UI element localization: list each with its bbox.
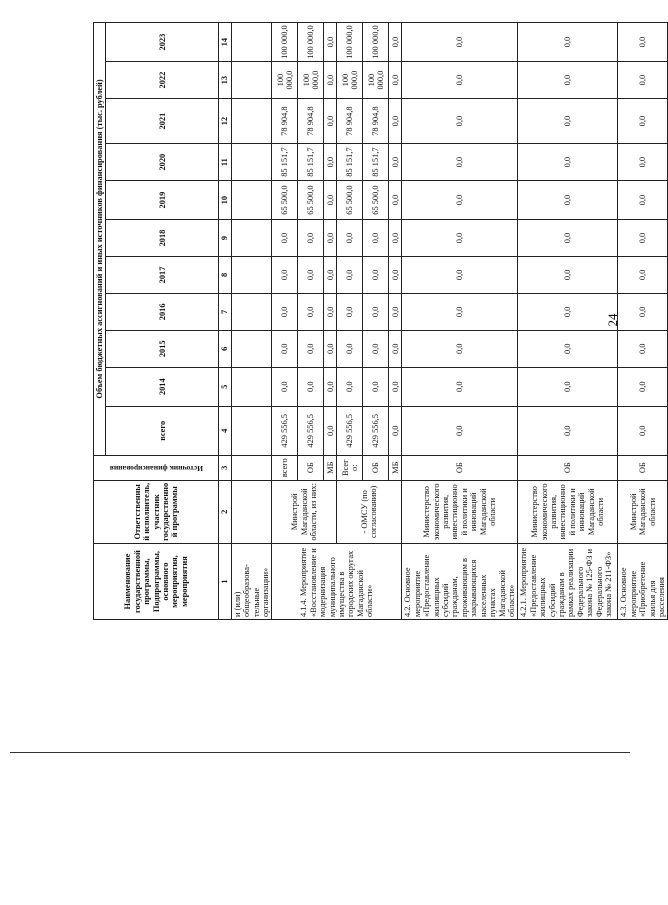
row-title-4-1-4: 4.1.4. Мероприятие «Восстановление и модернизация муниципального имущества в городских округах Магаданской области» — [272, 544, 402, 620]
value-cell: 0,0 — [389, 220, 402, 257]
value-cell: 0,0 — [518, 99, 618, 144]
source-cell: всего — [272, 455, 298, 480]
value-cell: 0,0 — [389, 406, 402, 455]
table-row — [231, 23, 272, 620]
value-cell: 0,0 — [324, 367, 337, 406]
value-cell: 0,0 — [518, 181, 618, 220]
value-cell: 0,0 — [618, 220, 668, 257]
value-cell: 100 000,0 — [298, 23, 324, 62]
rotated-page — [65, 10, 666, 630]
value-cell: 0,0 — [618, 144, 668, 181]
header-col3: Источник финансирования — [109, 463, 203, 473]
value-cell: 0,0 — [402, 181, 518, 220]
col-number: 3 — [219, 455, 231, 480]
col-number: 9 — [219, 220, 231, 257]
value-cell: 0,0 — [324, 62, 337, 99]
value-cell: 100 000,0 — [363, 62, 389, 99]
row-executor: Министерство экономического развития, инвестиционной политики и инноваций Магаданской области — [402, 480, 518, 544]
value-cell: 85 151,7 — [337, 144, 363, 181]
value-cell: 100 000,0 — [337, 23, 363, 62]
value-cell: 0,0 — [518, 220, 618, 257]
value-cell: 0,0 — [518, 406, 618, 455]
value-cell: 0,0 — [402, 293, 518, 330]
table-row — [272, 23, 298, 620]
source-cell: ОБ — [363, 455, 389, 480]
col-number: 1 — [219, 544, 231, 620]
value-cell: 0,0 — [389, 144, 402, 181]
header-year: 2021 — [106, 99, 219, 144]
value-cell: 100 000,0 — [298, 62, 324, 99]
header-year: 2017 — [106, 256, 219, 293]
value-cell: 0,0 — [618, 406, 668, 455]
value-cell: 100 000,0 — [272, 62, 298, 99]
value-cell: 0,0 — [402, 23, 518, 62]
value-cell: 0,0 — [363, 256, 389, 293]
header-col2: Ответственный исполнитель, участник государственной программы — [94, 480, 219, 544]
value-cell: 0,0 — [402, 406, 518, 455]
value-cell: 0,0 — [324, 144, 337, 181]
value-cell: 0,0 — [389, 181, 402, 220]
value-cell: 0,0 — [389, 23, 402, 62]
value-cell: 0,0 — [389, 293, 402, 330]
source-cell: Всего: — [337, 455, 363, 480]
value-cell: 0,0 — [324, 293, 337, 330]
row-title: 4.2.1. Мероприятие «Предоставление жилищных субсидий гражданам в рамках реализации Федерального закона № 125-ФЗ и Федерального закона № 211-ФЗ» — [518, 544, 618, 620]
table-row — [518, 23, 618, 620]
header-year: 2014 — [106, 367, 219, 406]
value-cell: 65 500,0 — [298, 181, 324, 220]
row-title: 4.3. Основное мероприятие «Приобретение жилья для расселения — [618, 544, 668, 620]
value-cell: 0,0 — [337, 256, 363, 293]
value-cell: 0,0 — [518, 144, 618, 181]
value-cell: 0,0 — [337, 367, 363, 406]
value-cell: 65 500,0 — [337, 181, 363, 220]
value-cell: 0,0 — [389, 62, 402, 99]
value-cell: 100 000,0 — [272, 23, 298, 62]
value-cell: 0,0 — [363, 367, 389, 406]
table-row — [402, 23, 518, 620]
value-cell: 429 556,5 — [298, 406, 324, 455]
value-cell: 0,0 — [298, 256, 324, 293]
value-cell: 0,0 — [402, 144, 518, 181]
header-year: 2023 — [106, 23, 219, 62]
financing-table — [93, 22, 668, 620]
col-number: 2 — [219, 480, 231, 544]
value-cell: 0,0 — [389, 330, 402, 367]
value-cell: 429 556,5 — [363, 406, 389, 455]
value-cell: 0,0 — [337, 293, 363, 330]
value-cell: 0,0 — [518, 23, 618, 62]
value-cell: 0,0 — [298, 367, 324, 406]
col-number: 10 — [219, 181, 231, 220]
value-cell: 0,0 — [389, 367, 402, 406]
value-cell: 0,0 — [402, 62, 518, 99]
row-title: 4.2. Основное мероприятие «Предоставление жилищных субсидий гражданам, проживающим в закрывающихся населенных пунктах Магаданской области» — [402, 544, 518, 620]
value-cell: 0,0 — [324, 406, 337, 455]
header-year: 2016 — [106, 293, 219, 330]
value-cell: 100 000,0 — [337, 62, 363, 99]
value-cell: 0,0 — [324, 330, 337, 367]
value-cell: 0,0 — [402, 220, 518, 257]
header-year: 2022 — [106, 62, 219, 99]
header-year: 2018 — [106, 220, 219, 257]
col-number: 6 — [219, 330, 231, 367]
value-cell: 0,0 — [337, 220, 363, 257]
header-year: 2019 — [106, 181, 219, 220]
col-number: 13 — [219, 62, 231, 99]
value-cell: 0,0 — [518, 256, 618, 293]
value-cell: 0,0 — [298, 220, 324, 257]
header-year: 2020 — [106, 144, 219, 181]
value-cell: 0,0 — [272, 330, 298, 367]
col-number: 14 — [219, 23, 231, 62]
value-cell: 0,0 — [324, 99, 337, 144]
value-cell: 0,0 — [618, 330, 668, 367]
header-total: всего — [106, 406, 219, 455]
col-number: 11 — [219, 144, 231, 181]
header-year: 2015 — [106, 330, 219, 367]
value-cell: 65 500,0 — [363, 181, 389, 220]
value-cell: 0,0 — [337, 330, 363, 367]
row-executor: Министерство экономического развития, инвестиционной политики и инноваций Магаданской области — [518, 480, 618, 544]
value-cell: 85 151,7 — [363, 144, 389, 181]
value-cell: 0,0 — [518, 62, 618, 99]
value-cell: 0,0 — [618, 367, 668, 406]
value-cell: 0,0 — [324, 256, 337, 293]
value-cell: 0,0 — [324, 220, 337, 257]
value-cell: 0,0 — [272, 293, 298, 330]
value-cell: 0,0 — [402, 367, 518, 406]
value-cell: 0,0 — [402, 256, 518, 293]
value-cell: 78 904,8 — [298, 99, 324, 144]
value-cell: 0,0 — [618, 293, 668, 330]
page-number: 24 — [605, 313, 620, 327]
page-bottom-rule — [10, 752, 630, 753]
header-volume: Объем бюджетных ассигнований и иных источников финансирования (тыс. рублей) — [94, 23, 106, 456]
value-cell: 0,0 — [363, 330, 389, 367]
value-cell: 0,0 — [363, 293, 389, 330]
col-number: 12 — [219, 99, 231, 144]
row-executor: Минстрой Магаданской области, из них: — [272, 480, 337, 544]
value-cell: 0,0 — [272, 256, 298, 293]
value-cell: 78 904,8 — [363, 99, 389, 144]
value-cell: 0,0 — [518, 293, 618, 330]
value-cell: 0,0 — [402, 99, 518, 144]
value-cell: 0,0 — [324, 181, 337, 220]
col-number: 8 — [219, 256, 231, 293]
value-cell: 0,0 — [518, 367, 618, 406]
table-row — [337, 23, 363, 620]
value-cell: 0,0 — [402, 330, 518, 367]
value-cell: 0,0 — [618, 62, 668, 99]
value-cell: 0,0 — [518, 330, 618, 367]
column-numbers-row — [219, 23, 231, 620]
source-cell: МБ — [324, 455, 337, 480]
source-cell: ОБ — [402, 455, 518, 480]
value-cell: 78 904,8 — [337, 99, 363, 144]
value-cell: 0,0 — [618, 23, 668, 62]
row-title: и (или) общеобразова-тельные организации» — [231, 544, 272, 620]
source-cell: ОБ — [518, 455, 618, 480]
table-row — [618, 23, 668, 620]
value-cell: 0,0 — [618, 99, 668, 144]
value-cell: 429 556,5 — [337, 406, 363, 455]
source-cell: ОБ — [618, 455, 668, 480]
col-number: 7 — [219, 293, 231, 330]
header-col1: Наименование государственной программы, Подпрограммы, основного мероприятия, мероприятия — [94, 544, 219, 620]
value-cell: 0,0 — [363, 220, 389, 257]
value-cell: 100 000,0 — [363, 23, 389, 62]
header-row-1 — [94, 23, 106, 620]
value-cell: 0,0 — [618, 181, 668, 220]
value-cell: 429 556,5 — [272, 406, 298, 455]
col-number: 4 — [219, 406, 231, 455]
value-cell: 78 904,8 — [272, 99, 298, 144]
value-cell: 0,0 — [618, 256, 668, 293]
row-executor: Минстрой Магаданской области — [618, 480, 668, 544]
value-cell: 0,0 — [272, 220, 298, 257]
value-cell: 85 151,7 — [272, 144, 298, 181]
value-cell: 0,0 — [298, 293, 324, 330]
value-cell: 65 500,0 — [272, 181, 298, 220]
value-cell: 0,0 — [272, 367, 298, 406]
value-cell: 85 151,7 — [298, 144, 324, 181]
value-cell: 0,0 — [324, 23, 337, 62]
value-cell: 0,0 — [389, 256, 402, 293]
row-executor: - ОМСУ (по согласованию) — [337, 480, 402, 544]
document-sheet — [65, 10, 666, 630]
value-cell: 0,0 — [298, 330, 324, 367]
value-cell: 0,0 — [389, 99, 402, 144]
source-cell: ОБ — [298, 455, 324, 480]
col-number: 5 — [219, 367, 231, 406]
source-cell: МБ — [389, 455, 402, 480]
